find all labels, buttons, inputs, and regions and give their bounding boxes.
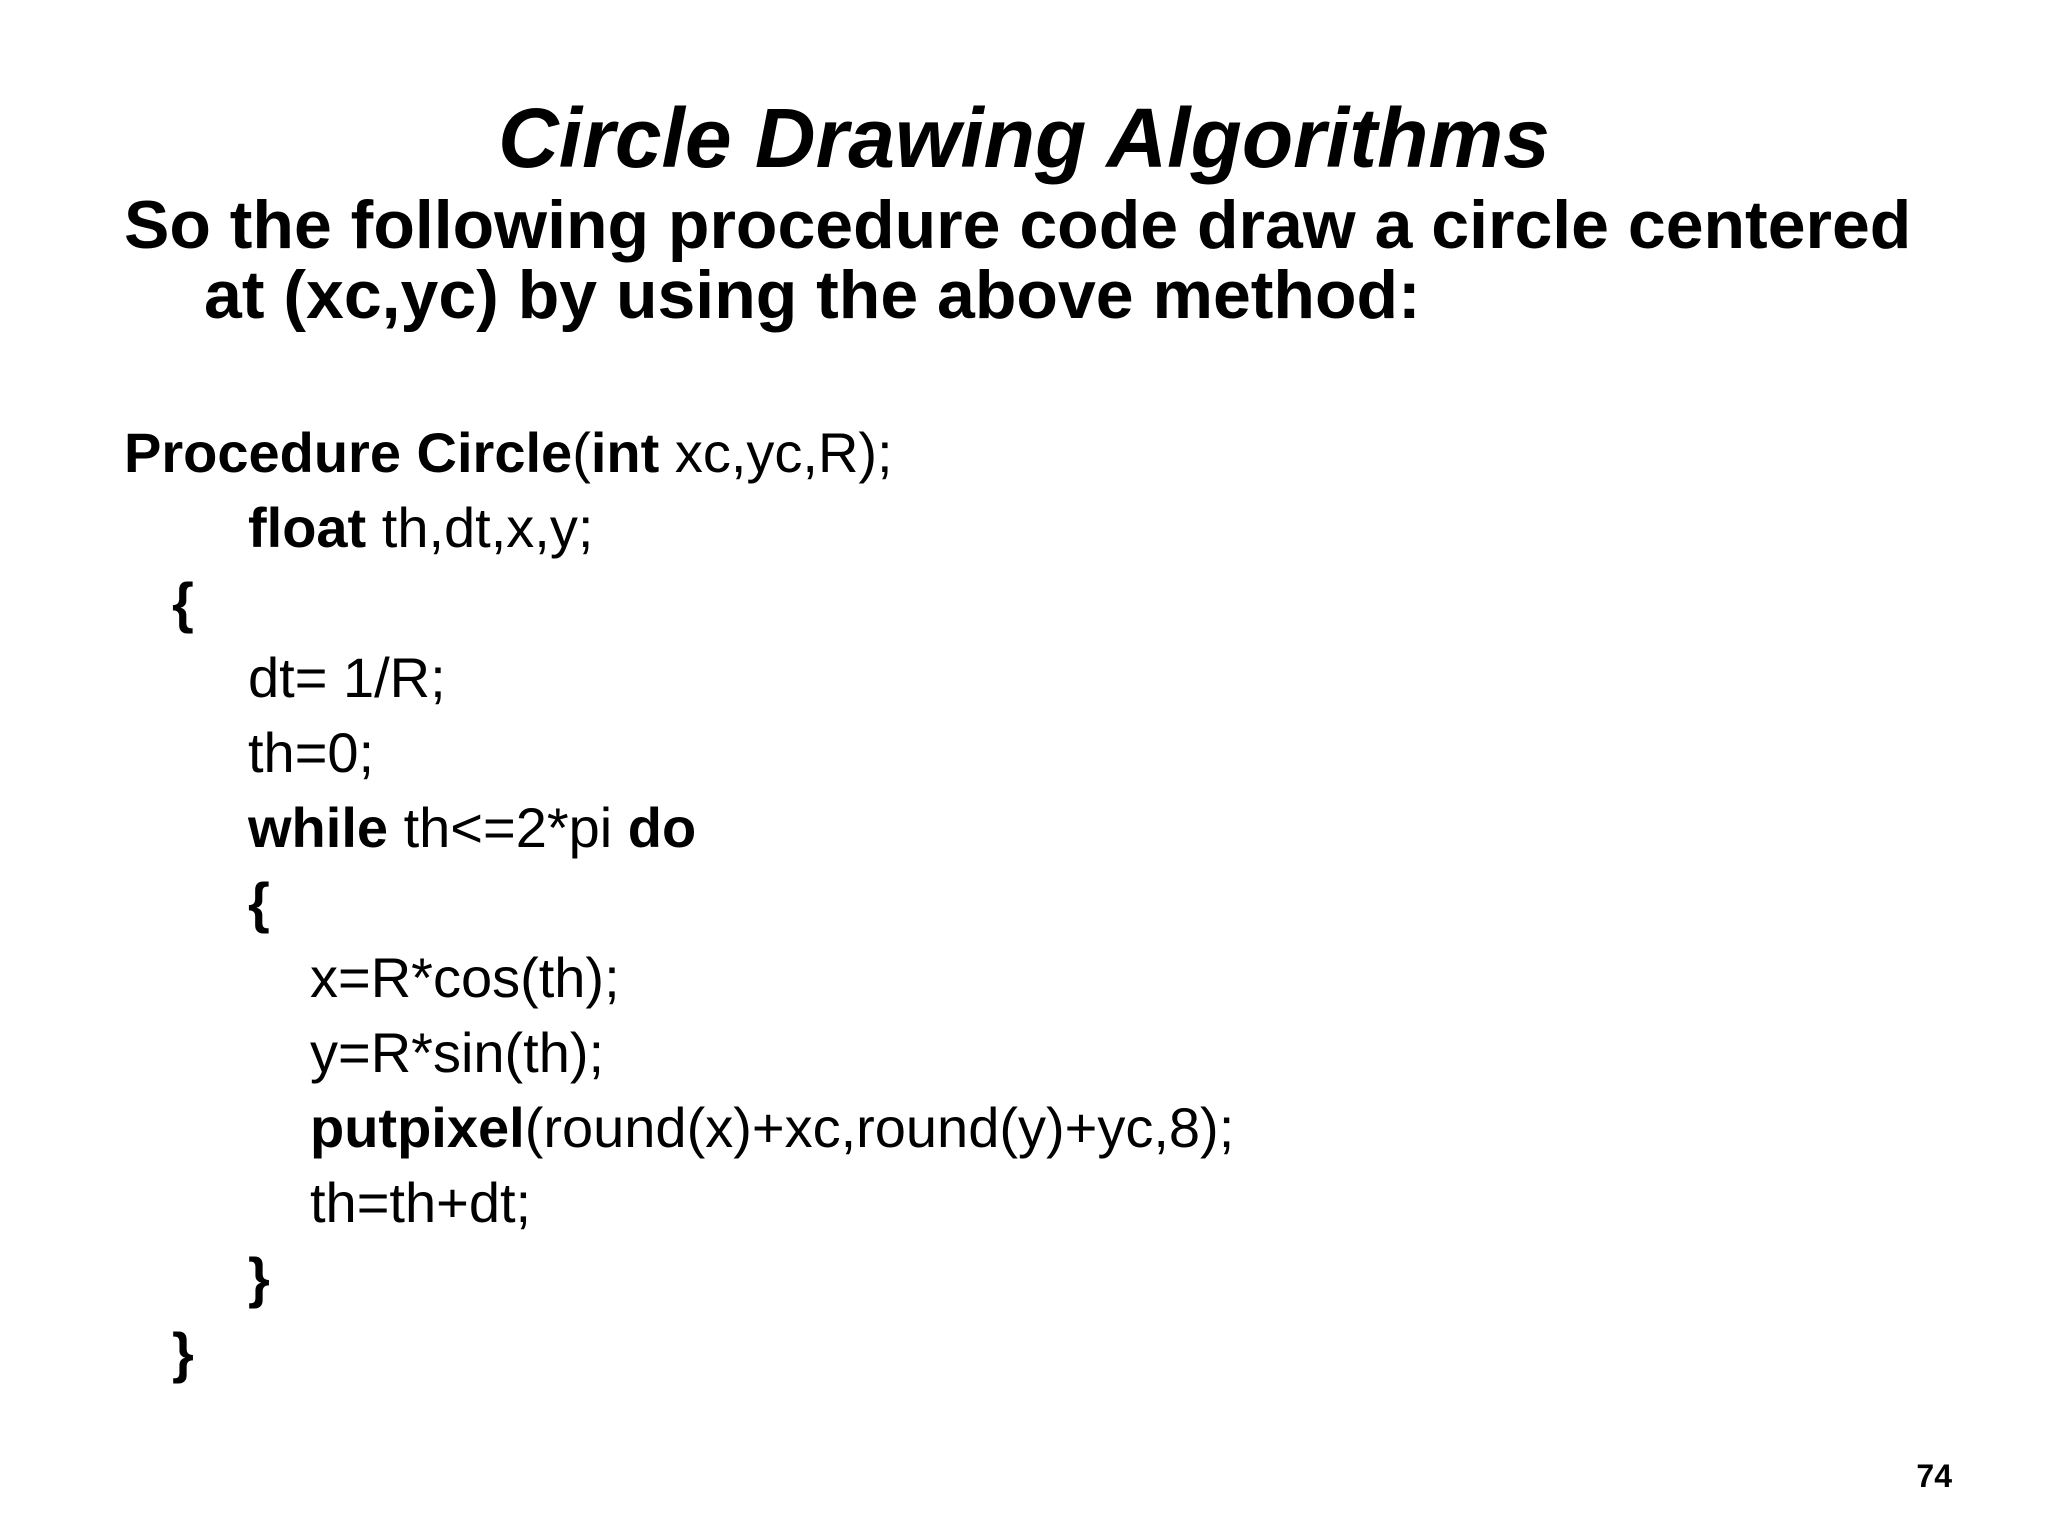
- slide-title: Circle Drawing Algorithms: [498, 91, 1550, 185]
- code-text: th,dt,x,y;: [366, 496, 594, 559]
- intro-line-1: So the following procedure code draw a circle centered: [124, 187, 1912, 263]
- code-line-close-brace: [124, 1315, 2004, 1390]
- code-text: th=0;: [248, 721, 375, 784]
- intro-line-2: at (xc,yc) by using the above method:: [204, 257, 1421, 333]
- code-text: th<=2*pi: [388, 796, 628, 859]
- code-brace: }: [248, 1246, 270, 1309]
- keyword-putpixel: putpixel: [310, 1096, 525, 1159]
- code-line-th-init: [124, 715, 2004, 790]
- code-brace: {: [248, 871, 270, 934]
- intro-text: [124, 187, 2004, 333]
- code-line-open-brace: [124, 565, 2004, 640]
- code-text: dt= 1/R;: [248, 646, 446, 709]
- code-line-dt: [124, 640, 2004, 715]
- keyword-procedure-circle: Procedure Circle: [124, 421, 573, 484]
- keyword-float: float: [248, 496, 367, 559]
- code-line-th-increment: [124, 1165, 2004, 1240]
- code-text: (round(x)+xc,round(y)+yc,8);: [524, 1096, 1235, 1159]
- code-line-close-brace-inner: [124, 1240, 2004, 1315]
- code-text: (: [572, 421, 591, 484]
- code-line-putpixel: [124, 1090, 2004, 1165]
- code-line-open-brace-inner: [124, 865, 2004, 940]
- code-text: y=R*sin(th);: [310, 1021, 605, 1084]
- code-text: xc,yc,R);: [659, 421, 893, 484]
- code-brace: {: [172, 571, 194, 634]
- code-block: [124, 415, 2004, 1390]
- code-brace: }: [172, 1321, 194, 1384]
- code-line-float-decl: [124, 490, 2004, 565]
- code-text: x=R*cos(th);: [310, 946, 620, 1009]
- keyword-do: do: [627, 796, 697, 859]
- code-line-procedure: [124, 415, 2004, 490]
- code-line-while: [124, 790, 2004, 865]
- code-line-y-assign: [124, 1015, 2004, 1090]
- page-number: 74: [1916, 1458, 1952, 1494]
- keyword-int: int: [590, 421, 660, 484]
- code-text: th=th+dt;: [310, 1171, 532, 1234]
- keyword-while: while: [248, 796, 389, 859]
- code-line-x-assign: [124, 940, 2004, 1015]
